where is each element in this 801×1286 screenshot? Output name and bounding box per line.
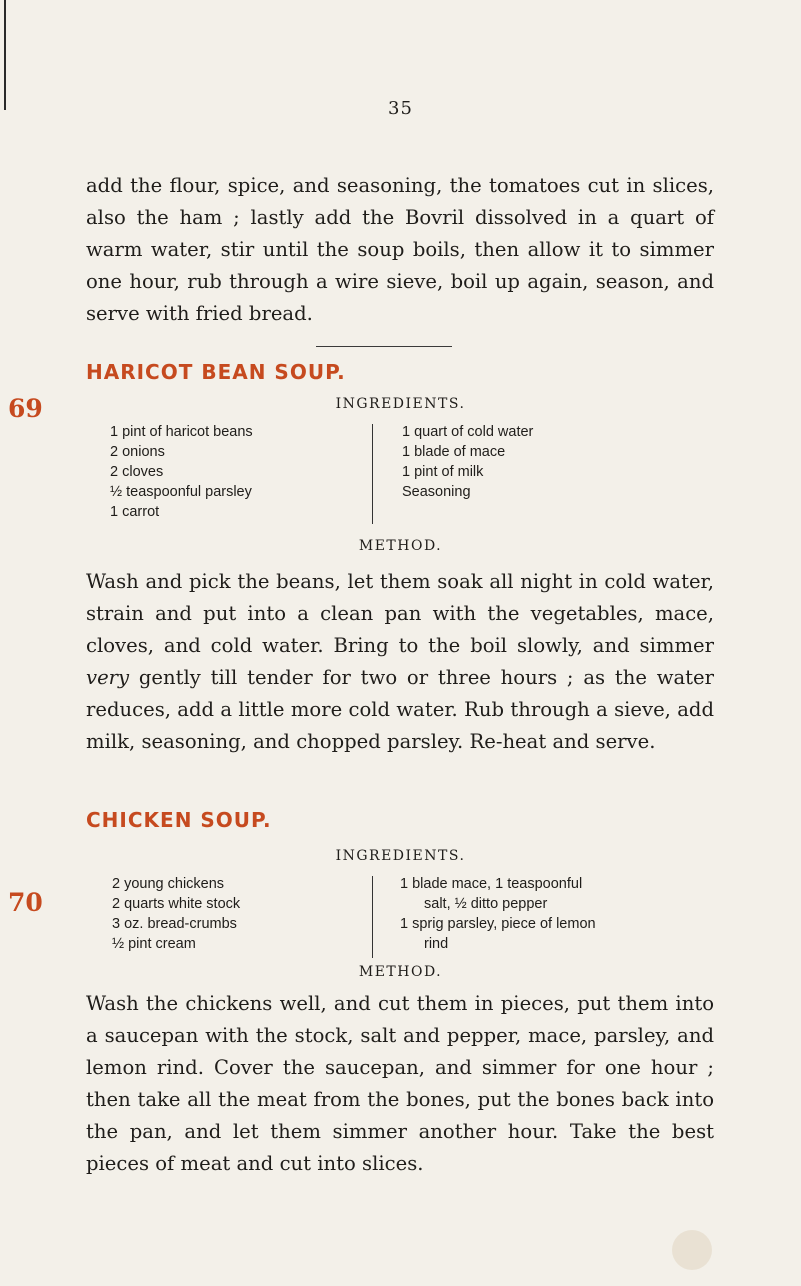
ingredients-divider <box>372 876 373 958</box>
recipe-title: CHICKEN SOUP. <box>86 808 272 832</box>
ingredient-item: 1 pint of haricot beans <box>110 424 253 440</box>
ingredients-label: INGREDIENTS. <box>335 848 466 864</box>
ingredient-item: 1 sprig parsley, piece of lemon <box>400 916 596 932</box>
ingredients-left-list <box>112 874 240 954</box>
method-text-start: Wash and pick the beans, let them soak all night in cold water, strain and put into a clean pan with the vegetables, mace, cloves, and cold water. Bring to the boil slowly, and simmer <box>86 570 714 657</box>
page-number: 35 <box>388 98 413 119</box>
ingredients-label: INGREDIENTS. <box>335 396 466 412</box>
section-divider <box>316 346 452 347</box>
method-paragraph <box>86 566 714 758</box>
recipe-number: 69 <box>8 394 43 423</box>
ingredients-divider <box>372 424 373 524</box>
ingredient-item: ½ teaspoonful parsley <box>110 484 252 500</box>
ingredient-item: rind <box>424 936 449 952</box>
paper-stain <box>672 1230 712 1270</box>
page-edge-line <box>4 0 6 110</box>
ingredient-item: 2 cloves <box>110 464 164 480</box>
recipe-number: 70 <box>8 888 43 917</box>
method-label: METHOD. <box>358 538 443 554</box>
ingredient-item: 1 blade of mace <box>402 444 506 460</box>
ingredient-item: 2 onions <box>110 444 165 460</box>
method-emphasis: very <box>86 666 130 689</box>
ingredient-item: 2 quarts white stock <box>112 896 241 912</box>
method-text-end: gently till tender for two or three hours ; as the water reduces, add a little more cold water. Rub through a sieve, add milk, seasoning, and chopped parsley. Re-heat and serve. <box>86 666 714 753</box>
ingredient-item: 1 blade mace, 1 teaspoonful <box>400 876 583 892</box>
ingredient-item: 2 young chickens <box>112 876 225 892</box>
intro-paragraph: add the flour, spice, and seasoning, the tomatoes cut in slices, also the ham ; lastly add the Bovril dissolved in a quart of warm water, stir until the soup boils, then allow it to simmer one hour, rub through a wire sieve, boil up again, season, and serve with fried bread. <box>86 174 714 325</box>
ingredient-item: Seasoning <box>402 484 471 500</box>
ingredient-item: ½ pint cream <box>112 936 196 952</box>
method-paragraph: Wash the chickens well, and cut them in pieces, put them into a saucepan with the stock, salt and pepper, mace, parsley, and lemon rind. Cover the saucepan, and simmer for one hour ; then take all the meat from the bones, put the bones back into the pan, and let them simmer another hour. Take the best pieces of meat and cut into slices. <box>86 992 714 1175</box>
ingredient-item: 1 pint of milk <box>402 464 484 480</box>
recipe-title: HARICOT BEAN SOUP. <box>86 360 346 384</box>
ingredients-left-list <box>110 422 253 522</box>
ingredient-item: salt, ½ ditto pepper <box>424 896 548 912</box>
ingredients-right-list <box>402 422 533 502</box>
ingredient-item: 3 oz. bread-crumbs <box>112 916 237 932</box>
ingredient-item: 1 carrot <box>110 504 160 520</box>
method-label: METHOD. <box>358 964 443 980</box>
ingredients-right-list <box>400 874 596 954</box>
ingredient-item: 1 quart of cold water <box>402 424 534 440</box>
